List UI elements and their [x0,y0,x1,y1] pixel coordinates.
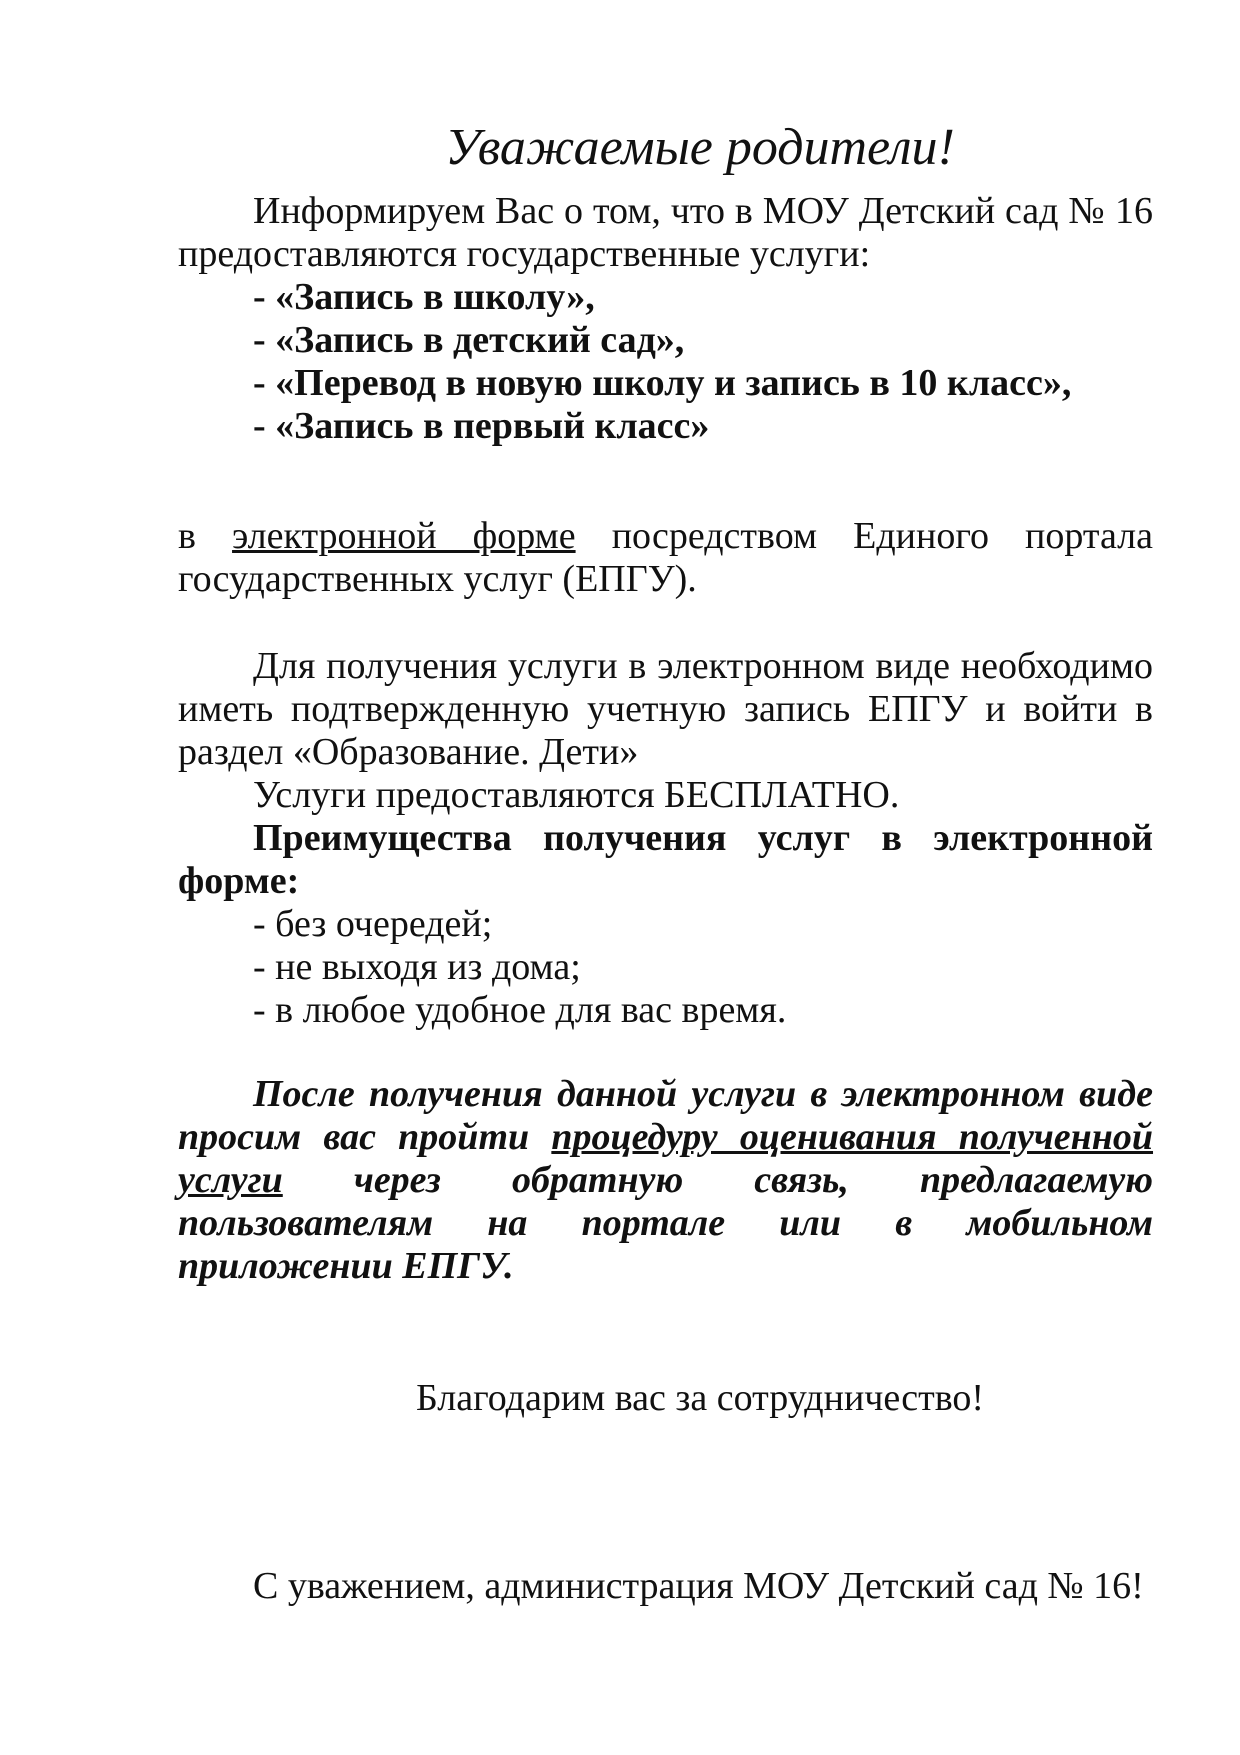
service-item: - «Перевод в новую школу и запись в 10 класс», [253,362,1072,404]
form-prefix: в [178,515,233,557]
electronic-form-underlined: электронной форме [232,515,576,557]
signature-line: С уважением, администрация МОУ Детский сад № 16! [253,1565,1144,1607]
advantages-heading: Преимущества получения услуг в электронной форме: [178,817,1153,902]
advantage-item: - без очередей; [253,903,493,945]
feedback-part2: через обратную связь, предлагаемую пользователям на портале или в мобильном приложении ЕПГУ. [178,1159,1153,1287]
advantage-item: - не выходя из дома; [253,946,581,988]
advantages-list [178,903,1153,1032]
form-suffix: посредством Единого портала государственных услуг (ЕПГУ). [178,515,1153,600]
services-list [178,276,1153,448]
free-notice: Услуги предоставляются БЕСПЛАТНО. [253,774,900,816]
page-title: Уважаемые родители! [445,119,955,176]
requirement-block [178,645,1153,1032]
thanks-line: Благодарим вас за сотрудничество! [415,1377,985,1419]
form-paragraph [178,515,1153,601]
intro-paragraph: Информируем Вас о том, что в МОУ Детский сад № 16 предоставляются государственные услуги: [178,190,1153,275]
service-item: - «Запись в детский сад», [253,319,685,361]
service-item: - «Запись в школу», [253,276,595,318]
requirement-paragraph: Для получения услуги в электронном виде необходимо иметь подтвержденную учетную запись ЕПГУ и войти в раздел «Образование. Дети» [178,645,1153,773]
feedback-block [178,1073,1153,1288]
advantage-item: - в любое удобное для вас время. [253,989,787,1031]
evaluation-procedure-underlined: процедуру оценивания полученной услуги [178,1116,1154,1201]
intro-block [178,190,1153,448]
feedback-part1: После получения данной услуги в электронном виде просим вас пройти [178,1073,1153,1158]
form-block [178,515,1153,601]
feedback-paragraph [178,1073,1153,1288]
service-item: - «Запись в первый класс» [253,405,710,447]
